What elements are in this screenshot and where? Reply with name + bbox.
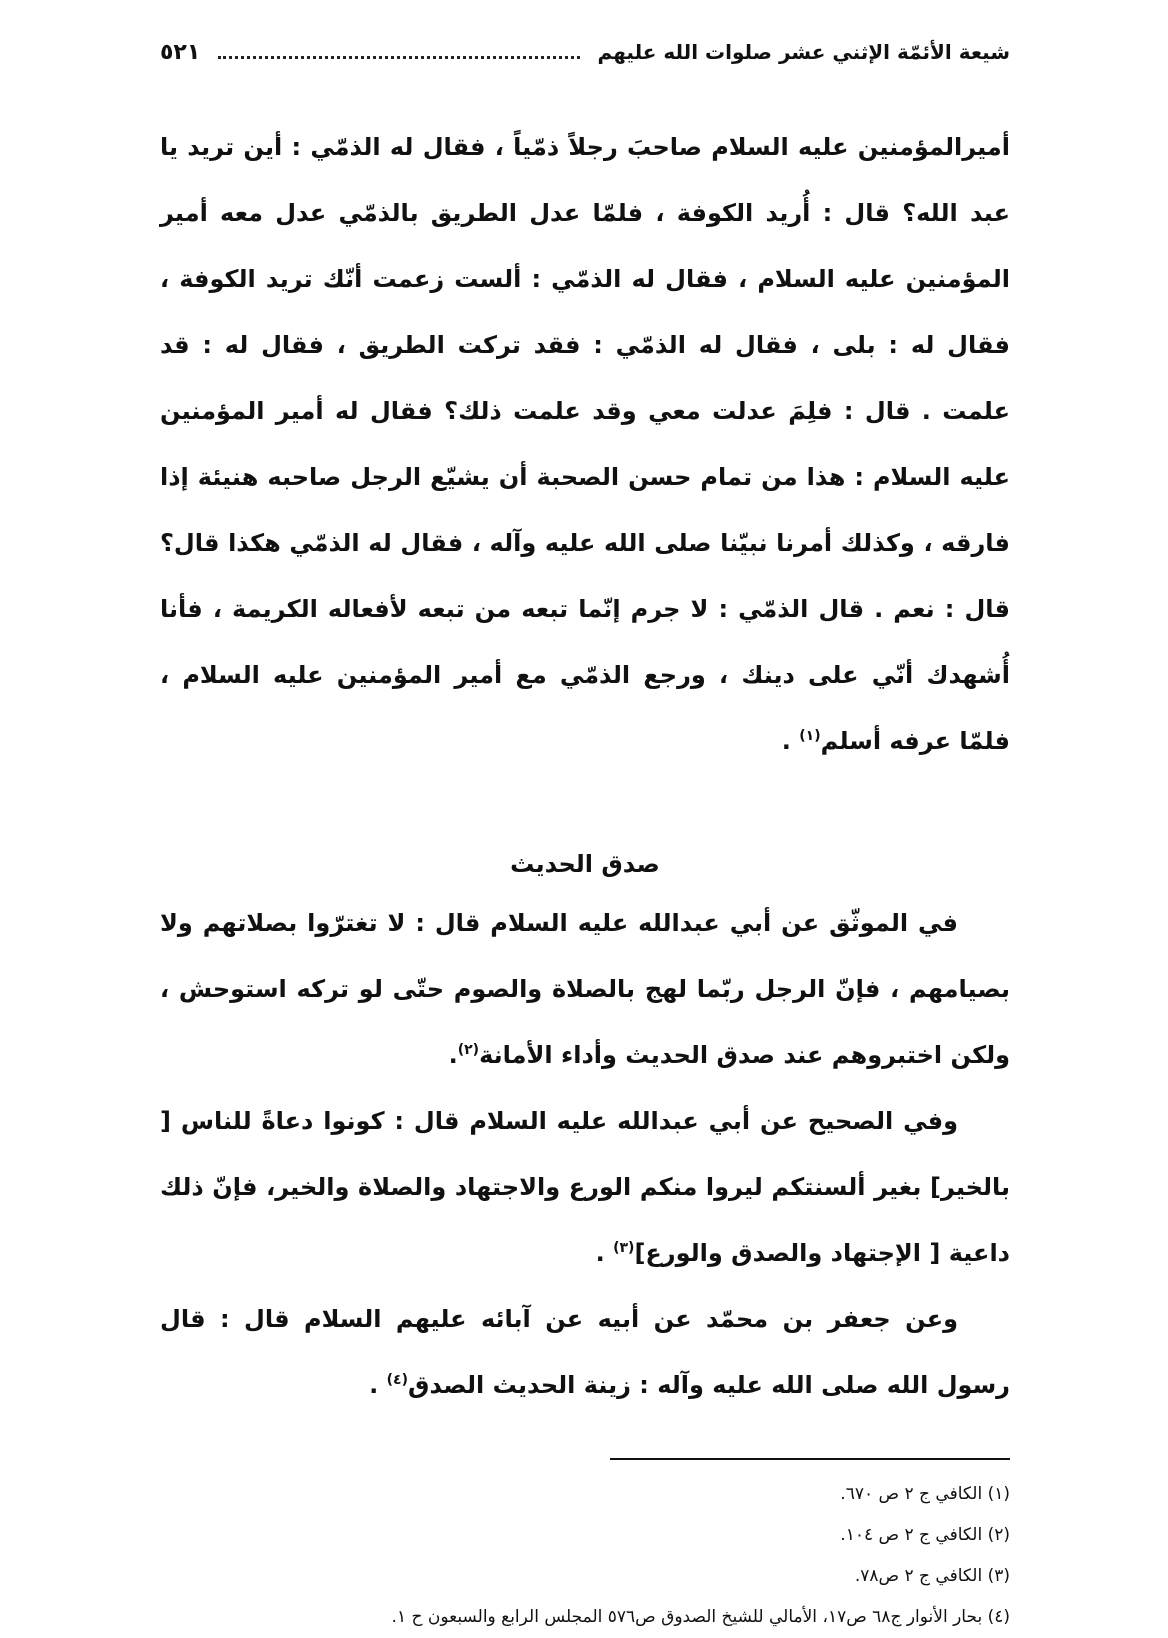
paragraph-2-end: . [448, 1041, 458, 1069]
paragraph-1-end: . [781, 727, 800, 755]
footnote-ref-2: (٢) [457, 1042, 480, 1058]
paragraph-1-text: أميرالمؤمنين عليه السلام صاحبَ رجلاً ذمّياً ، فقال له الذمّي : أين تريد يا عبد الله؟ قال : أُريد الكوفة ، فلمّا عدل الطريق بالذمّي عدل معه أمير المؤمنين عليه السلام ، فقال له الذمّي : ألست زعمت أنّك تريد الكوفة ، فقال له : بلى ، فقال له الذمّي : فقد تركت الطريق ، فقال له : قد علمت . قال : فلِمَ عدلت معي وقد علمت ذلك؟ فقال له أمير المؤمنين عليه السلام : هذا من تمام حسن الصحبة أن يشيّع الرجل صاحبه هنيئة إذا فارقه ، وكذلك أمرنا نبيّنا صلى الله عليه وآله ، فقال له الذمّي هكذا قال؟ قال : نعم . قال الذمّي : لا جرم إنّما تبعه من تبعه لأفعاله الكريمة ، فأنا أُشهدك أنّي على دينك ، ورجع الذمّي مع أمير المؤمنين عليه السلام ، فلمّا عرفه أسلم [160, 133, 1010, 755]
footnotes [160, 1474, 1010, 1638]
footnote-ref-4: (٤) [386, 1372, 408, 1388]
footnote-3: (٣) الكافي ج ٢ ص٧٨. [854, 1566, 1010, 1586]
paragraph-3-text: وفي الصحيح عن أبي عبدالله عليه السلام قال : كونوا دعاةً للناس [ بالخير] بغير ألسنتكم ليروا منكم الورع والاجتهاد والصلاة والخير، فإنّ ذلك داعية [ الإجتهاد والصدق والورع] [160, 1107, 1010, 1267]
footnote-ref-1: (١) [799, 728, 821, 744]
body-text [160, 114, 1010, 1418]
footnote-1: (١) الكافي ج ٢ ص ٦٧٠. [840, 1484, 1010, 1504]
running-header-title: شيعة الأئمّة الإثني عشر صلوات الله عليهم [597, 40, 1010, 64]
paragraph-1 [160, 114, 1010, 774]
book-page [160, 40, 1010, 1638]
footnote-2: (٢) الكافي ج ٢ ص ١٠٤. [840, 1525, 1010, 1545]
paragraph-4-end: . [369, 1371, 387, 1399]
leader-dots [218, 55, 579, 59]
footnote-separator [610, 1458, 1010, 1460]
paragraph-4 [160, 1286, 1010, 1418]
paragraph-2-text: في الموثّق عن أبي عبدالله عليه السلام قال : لا تغترّوا بصلاتهم ولا بصيامهم ، فإنّ الرجل ربّما لهج بالصلاة والصوم حتّى لو تركه استوحش ، ولكن اختبروهم عند صدق الحديث وأداء الأمانة [160, 909, 1010, 1069]
paragraph-3-end: . [595, 1239, 614, 1267]
running-header [160, 40, 1010, 90]
page-number: ٥٢١ [160, 40, 201, 65]
footnote-4: (٤) بحار الأنوار ج٦٨ ص١٧، الأمالي للشيخ الصدوق ص٥٧٦ المجلس الرابع والسبعون ح ١. [391, 1607, 1010, 1627]
section-heading: صدق الحديث [510, 850, 660, 878]
paragraph-4-text: وعن جعفر بن محمّد عن أبيه عن آبائه عليهم السلام قال : قال رسول الله صلى الله عليه وآله : زينة الحديث الصدق [160, 1305, 1010, 1399]
paragraph-3 [160, 1088, 1010, 1286]
footnote-ref-3: (٣) [613, 1240, 635, 1256]
paragraph-2 [160, 890, 1010, 1088]
